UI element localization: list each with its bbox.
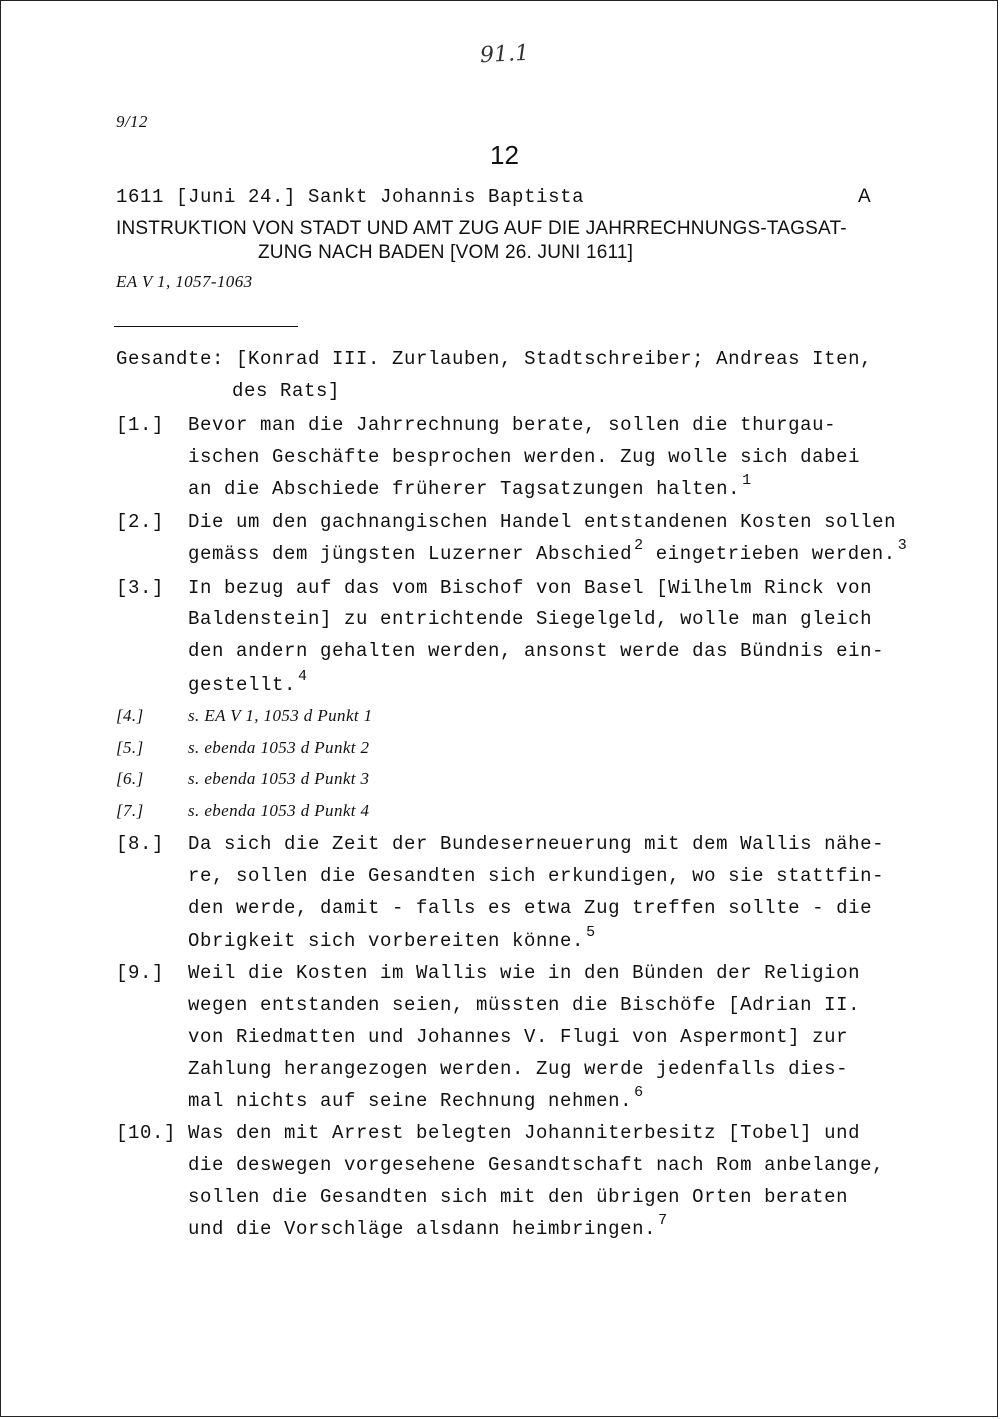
entry-line: gemäss dem jüngsten Luzerner Abschied — [188, 543, 633, 565]
footnote-marker: 2 — [634, 537, 644, 554]
entry-line-with-footnote — [188, 924, 596, 952]
entry-line: Obrigkeit sich vorbereiten könne. — [188, 930, 585, 952]
entry-line: wegen entstanden seien, müssten die Bischöfe [Adrian II. — [188, 994, 861, 1016]
entry-line: Bevor man die Jahrrechnung berate, sollen die thurgau- — [188, 414, 837, 436]
entry-line: s. ebenda 1053 d Punkt 3 — [188, 769, 370, 788]
entry-number: [3.] — [116, 577, 165, 599]
entry-line-with-footnotes — [188, 537, 908, 565]
footnote-marker: 1 — [742, 472, 752, 489]
entry-line: Baldenstein] zu entrichtende Siegelgeld, wolle man gleich — [188, 608, 873, 630]
separator-rule — [114, 326, 298, 327]
entry-line: eingetrieben werden. — [643, 543, 896, 565]
entry-line: und die Vorschläge alsdann heimbringen. — [188, 1218, 657, 1240]
entry-line-with-footnote — [188, 472, 752, 500]
entry-line: den werde, damit - falls es etwa Zug treffen sollte - die — [188, 897, 873, 919]
footnote-marker: 5 — [586, 924, 596, 941]
entry-number: [1.] — [116, 414, 165, 436]
entry-line: s. ebenda 1053 d Punkt 2 — [188, 738, 370, 757]
entry-number: [10.] — [116, 1122, 177, 1144]
title-line-2: ZUNG NACH BADEN [VOM 26. JUNI 1611] — [258, 242, 634, 263]
entry-number: [4.] — [116, 706, 144, 725]
entry-line-with-footnote — [188, 1212, 668, 1240]
envoys-line-2: des Rats] — [232, 380, 341, 402]
entry-line: von Riedmatten und Johannes V. Flugi von Aspermont] zur — [188, 1026, 849, 1048]
entry-line: In bezug auf das vom Bischof von Basel [Wilhelm Rinck von — [188, 577, 873, 599]
footnote-marker: 7 — [658, 1212, 668, 1229]
entry-number: [7.] — [116, 801, 144, 820]
entry-line: Da sich die Zeit der Bundeserneuerung mit dem Wallis nähe- — [188, 833, 885, 855]
entry-line: Zahlung herangezogen werden. Zug werde jedenfalls dies- — [188, 1058, 849, 1080]
entry-line: sollen die Gesandten sich mit den übrigen Orten beraten — [188, 1186, 849, 1208]
document-letter: A — [858, 186, 871, 207]
entry-line: an die Abschiede früherer Tagsatzungen halten. — [188, 478, 741, 500]
source-reference: EA V 1, 1057-1063 — [116, 272, 253, 291]
entry-line: s. EA V 1, 1053 d Punkt 1 — [188, 706, 373, 725]
entry-number: [8.] — [116, 833, 165, 855]
title-line-1: INSTRUKTION VON STADT UND AMT ZUG AUF DIE JAHRRECHNUNGS-TAGSAT- — [116, 218, 847, 239]
entry-line: Was den mit Arrest belegten Johanniterbesitz [Tobel] und — [188, 1122, 861, 1144]
entry-line: Weil die Kosten im Wallis wie in den Bünden der Religion — [188, 962, 861, 984]
entry-line: s. ebenda 1053 d Punkt 4 — [188, 801, 370, 820]
entry-line: die deswegen vorgesehene Gesandtschaft nach Rom anbelange, — [188, 1154, 885, 1176]
entry-number: [2.] — [116, 511, 165, 533]
entry-number: [6.] — [116, 769, 144, 788]
entry-line: den andern gehalten werden, ansonst werde das Bündnis ein- — [188, 640, 885, 662]
entry-line: Die um den gachnangischen Handel entstandenen Kosten sollen — [188, 511, 897, 533]
footnote-marker: 6 — [634, 1084, 644, 1101]
footnote-marker: 4 — [298, 668, 308, 685]
handwritten-reference: 91.1 — [479, 40, 530, 69]
entry-line: ischen Geschäfte besprochen werden. Zug wolle sich dabei — [188, 446, 861, 468]
entry-line-with-footnote — [188, 1084, 644, 1112]
envoys-line-1: Gesandte: [Konrad III. Zurlauben, Stadtschreiber; Andreas Iten, — [116, 348, 873, 370]
archive-reference: 9/12 — [116, 112, 148, 131]
entry-line: gestellt. — [188, 674, 297, 696]
page-number: 12 — [490, 140, 519, 170]
entry-line: re, sollen die Gesandten sich erkundigen, wo sie stattfin- — [188, 865, 885, 887]
entry-line: mal nichts auf seine Rechnung nehmen. — [188, 1090, 633, 1112]
entry-number: [9.] — [116, 962, 165, 984]
entry-line-with-footnote — [188, 668, 308, 696]
footnote-marker: 3 — [897, 537, 908, 554]
date-line: 1611 [Juni 24.] Sankt Johannis Baptista — [116, 186, 585, 208]
entry-number: [5.] — [116, 738, 144, 757]
